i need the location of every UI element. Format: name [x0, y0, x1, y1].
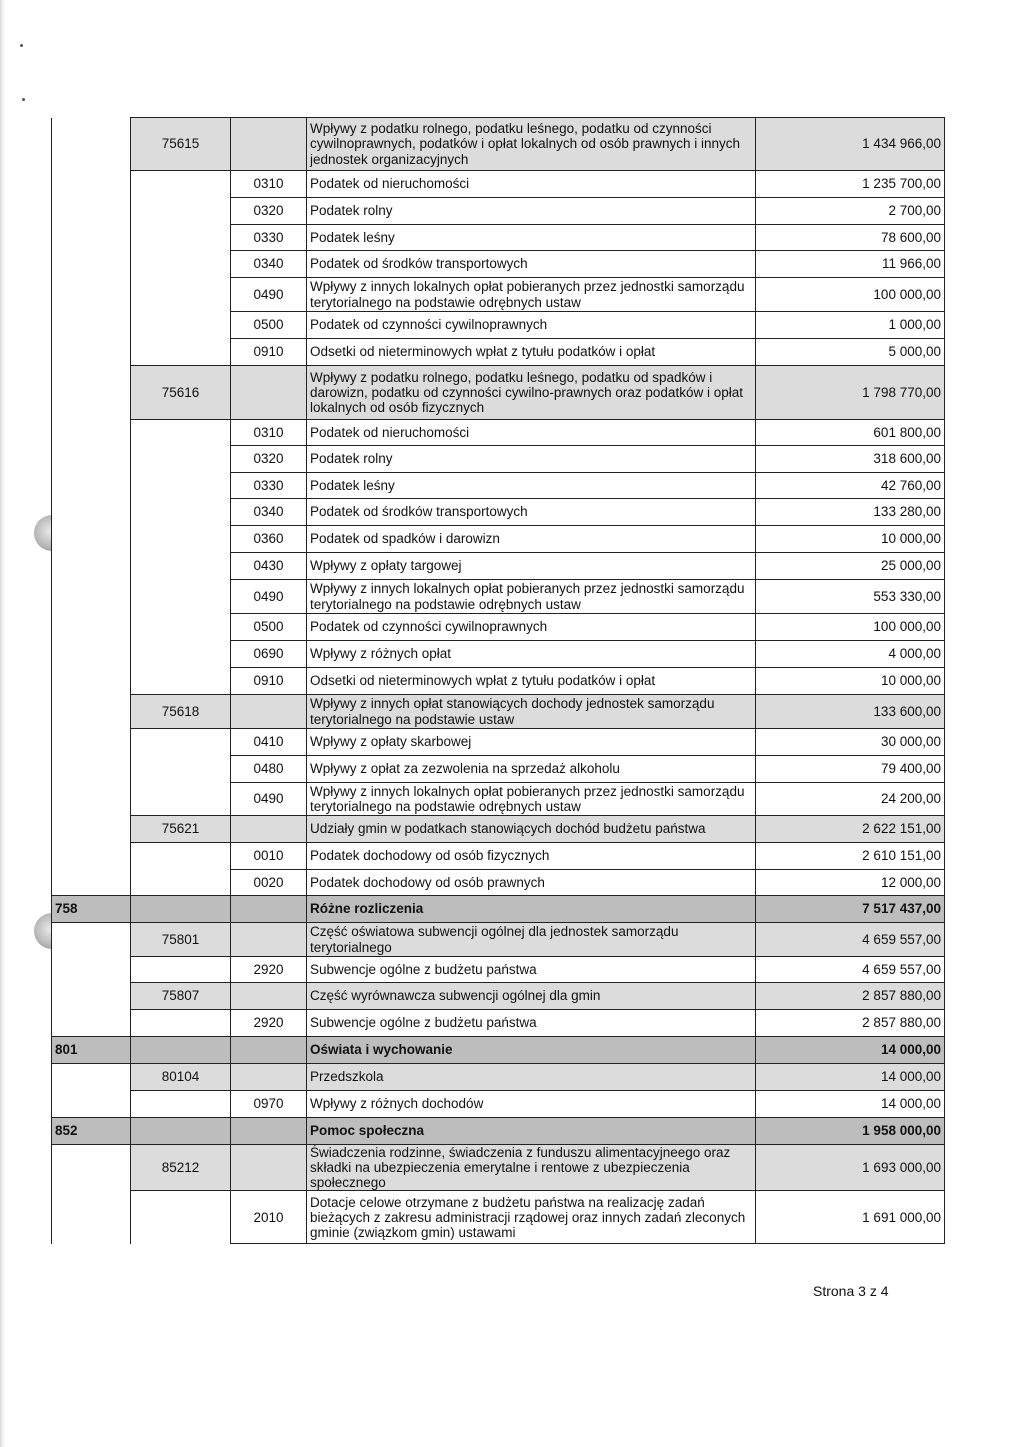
- paragraf-cell: 2920: [231, 957, 307, 983]
- description-cell: Podatek rolny: [307, 198, 756, 225]
- description-cell: Podatek od nieruchomości: [307, 420, 756, 446]
- description-cell: Podatek leśny: [307, 225, 756, 251]
- table-row: [52, 225, 945, 251]
- paragraf-cell: [231, 366, 307, 420]
- table-row: [52, 171, 945, 198]
- paragraf-cell: 0320: [231, 446, 307, 473]
- description-cell: Odsetki od nieterminowych wpłat z tytułu podatków i opłat: [307, 668, 756, 695]
- amount-cell: 42 760,00: [756, 473, 945, 499]
- amount-cell: 24 200,00: [756, 783, 945, 816]
- paragraf-cell: 0970: [231, 1091, 307, 1118]
- table-row: [52, 251, 945, 278]
- description-cell: Wpływy z innych lokalnych opłat pobieranych przez jednostki samorządu terytorialnego na podstawie odrębnych ustaw: [307, 580, 756, 614]
- table-row: [52, 756, 945, 783]
- description-cell: Wpływy z podatku rolnego, podatku leśnego, podatku od czynności cywilnoprawnych, podatków i opłat lokalnych od osób prawnych i innych jednostek organizacyjnych: [307, 118, 756, 171]
- table-row: [52, 339, 945, 366]
- page-number: Strona 3 z 4: [813, 1283, 889, 1299]
- rozdzial-cell: 75801: [131, 923, 231, 957]
- table-row: [52, 1010, 945, 1037]
- rozdzial-cell: 75616: [131, 366, 231, 420]
- amount-cell: 1 000,00: [756, 312, 945, 339]
- description-cell: Podatek rolny: [307, 446, 756, 473]
- rozdzial-cell: [131, 668, 231, 695]
- rozdzial-cell: [131, 783, 231, 816]
- section-row: [52, 896, 945, 923]
- description-cell: Podatek od środków transportowych: [307, 499, 756, 526]
- amount-cell: 7 517 437,00: [756, 896, 945, 923]
- rozdzial-cell: 75615: [131, 118, 231, 171]
- amount-cell: 2 700,00: [756, 198, 945, 225]
- table-row: [52, 526, 945, 553]
- dzial-cell: [52, 225, 131, 251]
- description-cell: Wpływy z różnych dochodów: [307, 1091, 756, 1118]
- amount-cell: 78 600,00: [756, 225, 945, 251]
- amount-cell: 1 691 000,00: [756, 1191, 945, 1244]
- dzial-cell: [52, 198, 131, 225]
- amount-cell: 1 235 700,00: [756, 171, 945, 198]
- dzial-cell: [52, 695, 131, 729]
- paragraf-cell: [231, 695, 307, 729]
- dzial-cell: [52, 278, 131, 312]
- paragraf-cell: 2920: [231, 1010, 307, 1037]
- table-row: [52, 783, 945, 816]
- table-row: [52, 473, 945, 499]
- paragraf-cell: 0010: [231, 843, 307, 870]
- table-row: [52, 843, 945, 870]
- description-cell: Pomoc społeczna: [307, 1118, 756, 1145]
- amount-cell: 133 600,00: [756, 695, 945, 729]
- dzial-cell: [52, 870, 131, 896]
- dzial-cell: [52, 1091, 131, 1118]
- table-row: [52, 446, 945, 473]
- paragraf-cell: [231, 1037, 307, 1064]
- dzial-cell: [52, 668, 131, 695]
- description-cell: Różne rozliczenia: [307, 896, 756, 923]
- dzial-cell: [52, 843, 131, 870]
- rozdzial-cell: [131, 473, 231, 499]
- dzial-cell: [52, 171, 131, 198]
- amount-cell: 2 622 151,00: [756, 816, 945, 843]
- table-row: [52, 614, 945, 641]
- paragraf-cell: 0410: [231, 729, 307, 756]
- paragraf-cell: [231, 816, 307, 843]
- rozdzial-cell: [131, 499, 231, 526]
- description-cell: Podatek dochodowy od osób fizycznych: [307, 843, 756, 870]
- amount-cell: 12 000,00: [756, 870, 945, 896]
- chapter-row: [52, 695, 945, 729]
- rozdzial-cell: [131, 1037, 231, 1064]
- paragraf-cell: 0310: [231, 171, 307, 198]
- amount-cell: 1 798 770,00: [756, 366, 945, 420]
- rozdzial-cell: [131, 957, 231, 983]
- rozdzial-cell: [131, 339, 231, 366]
- rozdzial-cell: [131, 1091, 231, 1118]
- paragraf-cell: 0500: [231, 614, 307, 641]
- description-cell: Podatek od spadków i darowizn: [307, 526, 756, 553]
- rozdzial-cell: 75618: [131, 695, 231, 729]
- description-cell: Wpływy z innych opłat stanowiących dochody jednostek samorządu terytorialnego na podstawie ustaw: [307, 695, 756, 729]
- chapter-row: [52, 118, 945, 171]
- paragraf-cell: 0430: [231, 553, 307, 580]
- amount-cell: 100 000,00: [756, 614, 945, 641]
- paragraf-cell: [231, 983, 307, 1010]
- dzial-cell: 852: [52, 1118, 131, 1145]
- amount-cell: 14 000,00: [756, 1037, 945, 1064]
- amount-cell: 79 400,00: [756, 756, 945, 783]
- chapter-row: [52, 816, 945, 843]
- paragraf-cell: 0330: [231, 473, 307, 499]
- dzial-cell: [52, 251, 131, 278]
- dzial-cell: [52, 118, 131, 171]
- scan-edge: [0, 0, 6, 1447]
- amount-cell: 4 000,00: [756, 641, 945, 668]
- budget-table-body: [52, 118, 945, 1244]
- table-row: [52, 312, 945, 339]
- paragraf-cell: 0020: [231, 870, 307, 896]
- paragraf-cell: 0490: [231, 278, 307, 312]
- amount-cell: 14 000,00: [756, 1091, 945, 1118]
- description-cell: Udziały gmin w podatkach stanowiących dochód budżetu państwa: [307, 816, 756, 843]
- rozdzial-cell: [131, 843, 231, 870]
- table-row: [52, 641, 945, 668]
- description-cell: Przedszkola: [307, 1064, 756, 1091]
- paragraf-cell: [231, 1064, 307, 1091]
- amount-cell: 4 659 557,00: [756, 957, 945, 983]
- dzial-cell: [52, 1145, 131, 1191]
- paragraf-cell: [231, 1118, 307, 1145]
- table-row: [52, 420, 945, 446]
- description-cell: Wpływy z opłaty targowej: [307, 553, 756, 580]
- paragraf-cell: [231, 1145, 307, 1191]
- table-row: [52, 580, 945, 614]
- paragraf-cell: 0480: [231, 756, 307, 783]
- dzial-cell: [52, 312, 131, 339]
- dzial-cell: [52, 1064, 131, 1091]
- scan-speck: [20, 44, 23, 47]
- amount-cell: 553 330,00: [756, 580, 945, 614]
- description-cell: Podatek dochodowy od osób prawnych: [307, 870, 756, 896]
- section-row: [52, 1118, 945, 1145]
- chapter-row: [52, 366, 945, 420]
- description-cell: Wpływy z różnych opłat: [307, 641, 756, 668]
- chapter-row: [52, 983, 945, 1010]
- amount-cell: 133 280,00: [756, 499, 945, 526]
- rozdzial-cell: [131, 896, 231, 923]
- rozdzial-cell: 75807: [131, 983, 231, 1010]
- amount-cell: 4 659 557,00: [756, 923, 945, 957]
- description-cell: Wpływy z podatku rolnego, podatku leśnego, podatku od spadków i darowizn, podatku od czynności cywilno-prawnych oraz podatków i opłat lokalnych od osób fizycznych: [307, 366, 756, 420]
- rozdzial-cell: [131, 278, 231, 312]
- rozdzial-cell: 75621: [131, 816, 231, 843]
- table-row: [52, 1091, 945, 1118]
- paragraf-cell: 0490: [231, 783, 307, 816]
- paragraf-cell: 2010: [231, 1191, 307, 1244]
- description-cell: Podatek od nieruchomości: [307, 171, 756, 198]
- paragraf-cell: 0910: [231, 668, 307, 695]
- amount-cell: 30 000,00: [756, 729, 945, 756]
- dzial-cell: [52, 816, 131, 843]
- dzial-cell: 758: [52, 896, 131, 923]
- description-cell: Wpływy z innych lokalnych opłat pobieranych przez jednostki samorządu terytorialnego na podstawie odrębnych ustaw: [307, 783, 756, 816]
- dzial-cell: [52, 526, 131, 553]
- paragraf-cell: 0330: [231, 225, 307, 251]
- amount-cell: 10 000,00: [756, 668, 945, 695]
- rozdzial-cell: [131, 312, 231, 339]
- amount-cell: 2 857 880,00: [756, 1010, 945, 1037]
- chapter-row: [52, 1064, 945, 1091]
- amount-cell: 14 000,00: [756, 1064, 945, 1091]
- paragraf-cell: 0910: [231, 339, 307, 366]
- description-cell: Część wyrównawcza subwencji ogólnej dla gmin: [307, 983, 756, 1010]
- description-cell: Podatek od czynności cywilnoprawnych: [307, 614, 756, 641]
- rozdzial-cell: [131, 756, 231, 783]
- table-row: [52, 278, 945, 312]
- description-cell: Subwencje ogólne z budżetu państwa: [307, 957, 756, 983]
- rozdzial-cell: [131, 729, 231, 756]
- description-cell: Wpływy z opłaty skarbowej: [307, 729, 756, 756]
- dzial-cell: [52, 983, 131, 1010]
- dzial-cell: [52, 473, 131, 499]
- table-row: [52, 499, 945, 526]
- dzial-cell: [52, 366, 131, 420]
- chapter-row: [52, 1145, 945, 1191]
- dzial-cell: [52, 499, 131, 526]
- amount-cell: 10 000,00: [756, 526, 945, 553]
- description-cell: Podatek od czynności cywilnoprawnych: [307, 312, 756, 339]
- paragraf-cell: 0490: [231, 580, 307, 614]
- paragraf-cell: [231, 923, 307, 957]
- description-cell: Część oświatowa subwencji ogólnej dla jednostek samorządu terytorialnego: [307, 923, 756, 957]
- description-cell: Subwencje ogólne z budżetu państwa: [307, 1010, 756, 1037]
- table-row: [52, 198, 945, 225]
- description-cell: Podatek od środków transportowych: [307, 251, 756, 278]
- rozdzial-cell: [131, 870, 231, 896]
- description-cell: Świadczenia rodzinne, świadczenia z funduszu alimentacyjneego oraz składki na ubezpieczenia emerytalne i rentowe z ubezpieczenia społecznego: [307, 1145, 756, 1191]
- paragraf-cell: 0690: [231, 641, 307, 668]
- dzial-cell: [52, 756, 131, 783]
- amount-cell: 1 434 966,00: [756, 118, 945, 171]
- dzial-cell: [52, 553, 131, 580]
- amount-cell: 318 600,00: [756, 446, 945, 473]
- rozdzial-cell: 80104: [131, 1064, 231, 1091]
- paragraf-cell: 0310: [231, 420, 307, 446]
- dzial-cell: [52, 446, 131, 473]
- dzial-cell: [52, 1010, 131, 1037]
- dzial-cell: [52, 339, 131, 366]
- table-row: [52, 870, 945, 896]
- dzial-cell: [52, 1191, 131, 1244]
- amount-cell: 1 958 000,00: [756, 1118, 945, 1145]
- rozdzial-cell: [131, 1118, 231, 1145]
- rozdzial-cell: [131, 198, 231, 225]
- description-cell: Wpływy z innych lokalnych opłat pobieranych przez jednostki samorządu terytorialnego na podstawie odrębnych ustaw: [307, 278, 756, 312]
- amount-cell: 2 610 151,00: [756, 843, 945, 870]
- paragraf-cell: [231, 896, 307, 923]
- dzial-cell: [52, 420, 131, 446]
- rozdzial-cell: [131, 1191, 231, 1244]
- description-cell: Dotacje celowe otrzymane z budżetu państwa na realizację zadań bieżących z zakresu administracji rządowej oraz innych zadań zleconych gminie (związkom gmin) ustawami: [307, 1191, 756, 1244]
- paragraf-cell: 0340: [231, 251, 307, 278]
- table-row: [52, 729, 945, 756]
- rozdzial-cell: [131, 641, 231, 668]
- dzial-cell: 801: [52, 1037, 131, 1064]
- description-cell: Podatek leśny: [307, 473, 756, 499]
- amount-cell: 5 000,00: [756, 339, 945, 366]
- rozdzial-cell: [131, 580, 231, 614]
- table-row: [52, 957, 945, 983]
- description-cell: Wpływy z opłat za zezwolenia na sprzedaż alkoholu: [307, 756, 756, 783]
- amount-cell: 1 693 000,00: [756, 1145, 945, 1191]
- rozdzial-cell: [131, 251, 231, 278]
- paragraf-cell: 0320: [231, 198, 307, 225]
- paragraf-cell: 0360: [231, 526, 307, 553]
- rozdzial-cell: [131, 614, 231, 641]
- table-row: [52, 1191, 945, 1244]
- rozdzial-cell: [131, 526, 231, 553]
- amount-cell: 100 000,00: [756, 278, 945, 312]
- table-row: [52, 553, 945, 580]
- chapter-row: [52, 923, 945, 957]
- rozdzial-cell: [131, 420, 231, 446]
- dzial-cell: [52, 923, 131, 957]
- rozdzial-cell: [131, 1010, 231, 1037]
- description-cell: Odsetki od nieterminowych wpłat z tytułu podatków i opłat: [307, 339, 756, 366]
- section-row: [52, 1037, 945, 1064]
- paragraf-cell: 0340: [231, 499, 307, 526]
- dzial-cell: [52, 580, 131, 614]
- dzial-cell: [52, 957, 131, 983]
- scan-speck: [22, 98, 25, 101]
- dzial-cell: [52, 783, 131, 816]
- rozdzial-cell: [131, 446, 231, 473]
- amount-cell: 11 966,00: [756, 251, 945, 278]
- rozdzial-cell: [131, 171, 231, 198]
- dzial-cell: [52, 641, 131, 668]
- amount-cell: 25 000,00: [756, 553, 945, 580]
- rozdzial-cell: [131, 225, 231, 251]
- dzial-cell: [52, 614, 131, 641]
- amount-cell: 2 857 880,00: [756, 983, 945, 1010]
- rozdzial-cell: 85212: [131, 1145, 231, 1191]
- budget-income-table: [51, 117, 945, 1244]
- dzial-cell: [52, 729, 131, 756]
- description-cell: Oświata i wychowanie: [307, 1037, 756, 1064]
- paragraf-cell: 0500: [231, 312, 307, 339]
- amount-cell: 601 800,00: [756, 420, 945, 446]
- rozdzial-cell: [131, 553, 231, 580]
- paragraf-cell: [231, 118, 307, 171]
- table-row: [52, 668, 945, 695]
